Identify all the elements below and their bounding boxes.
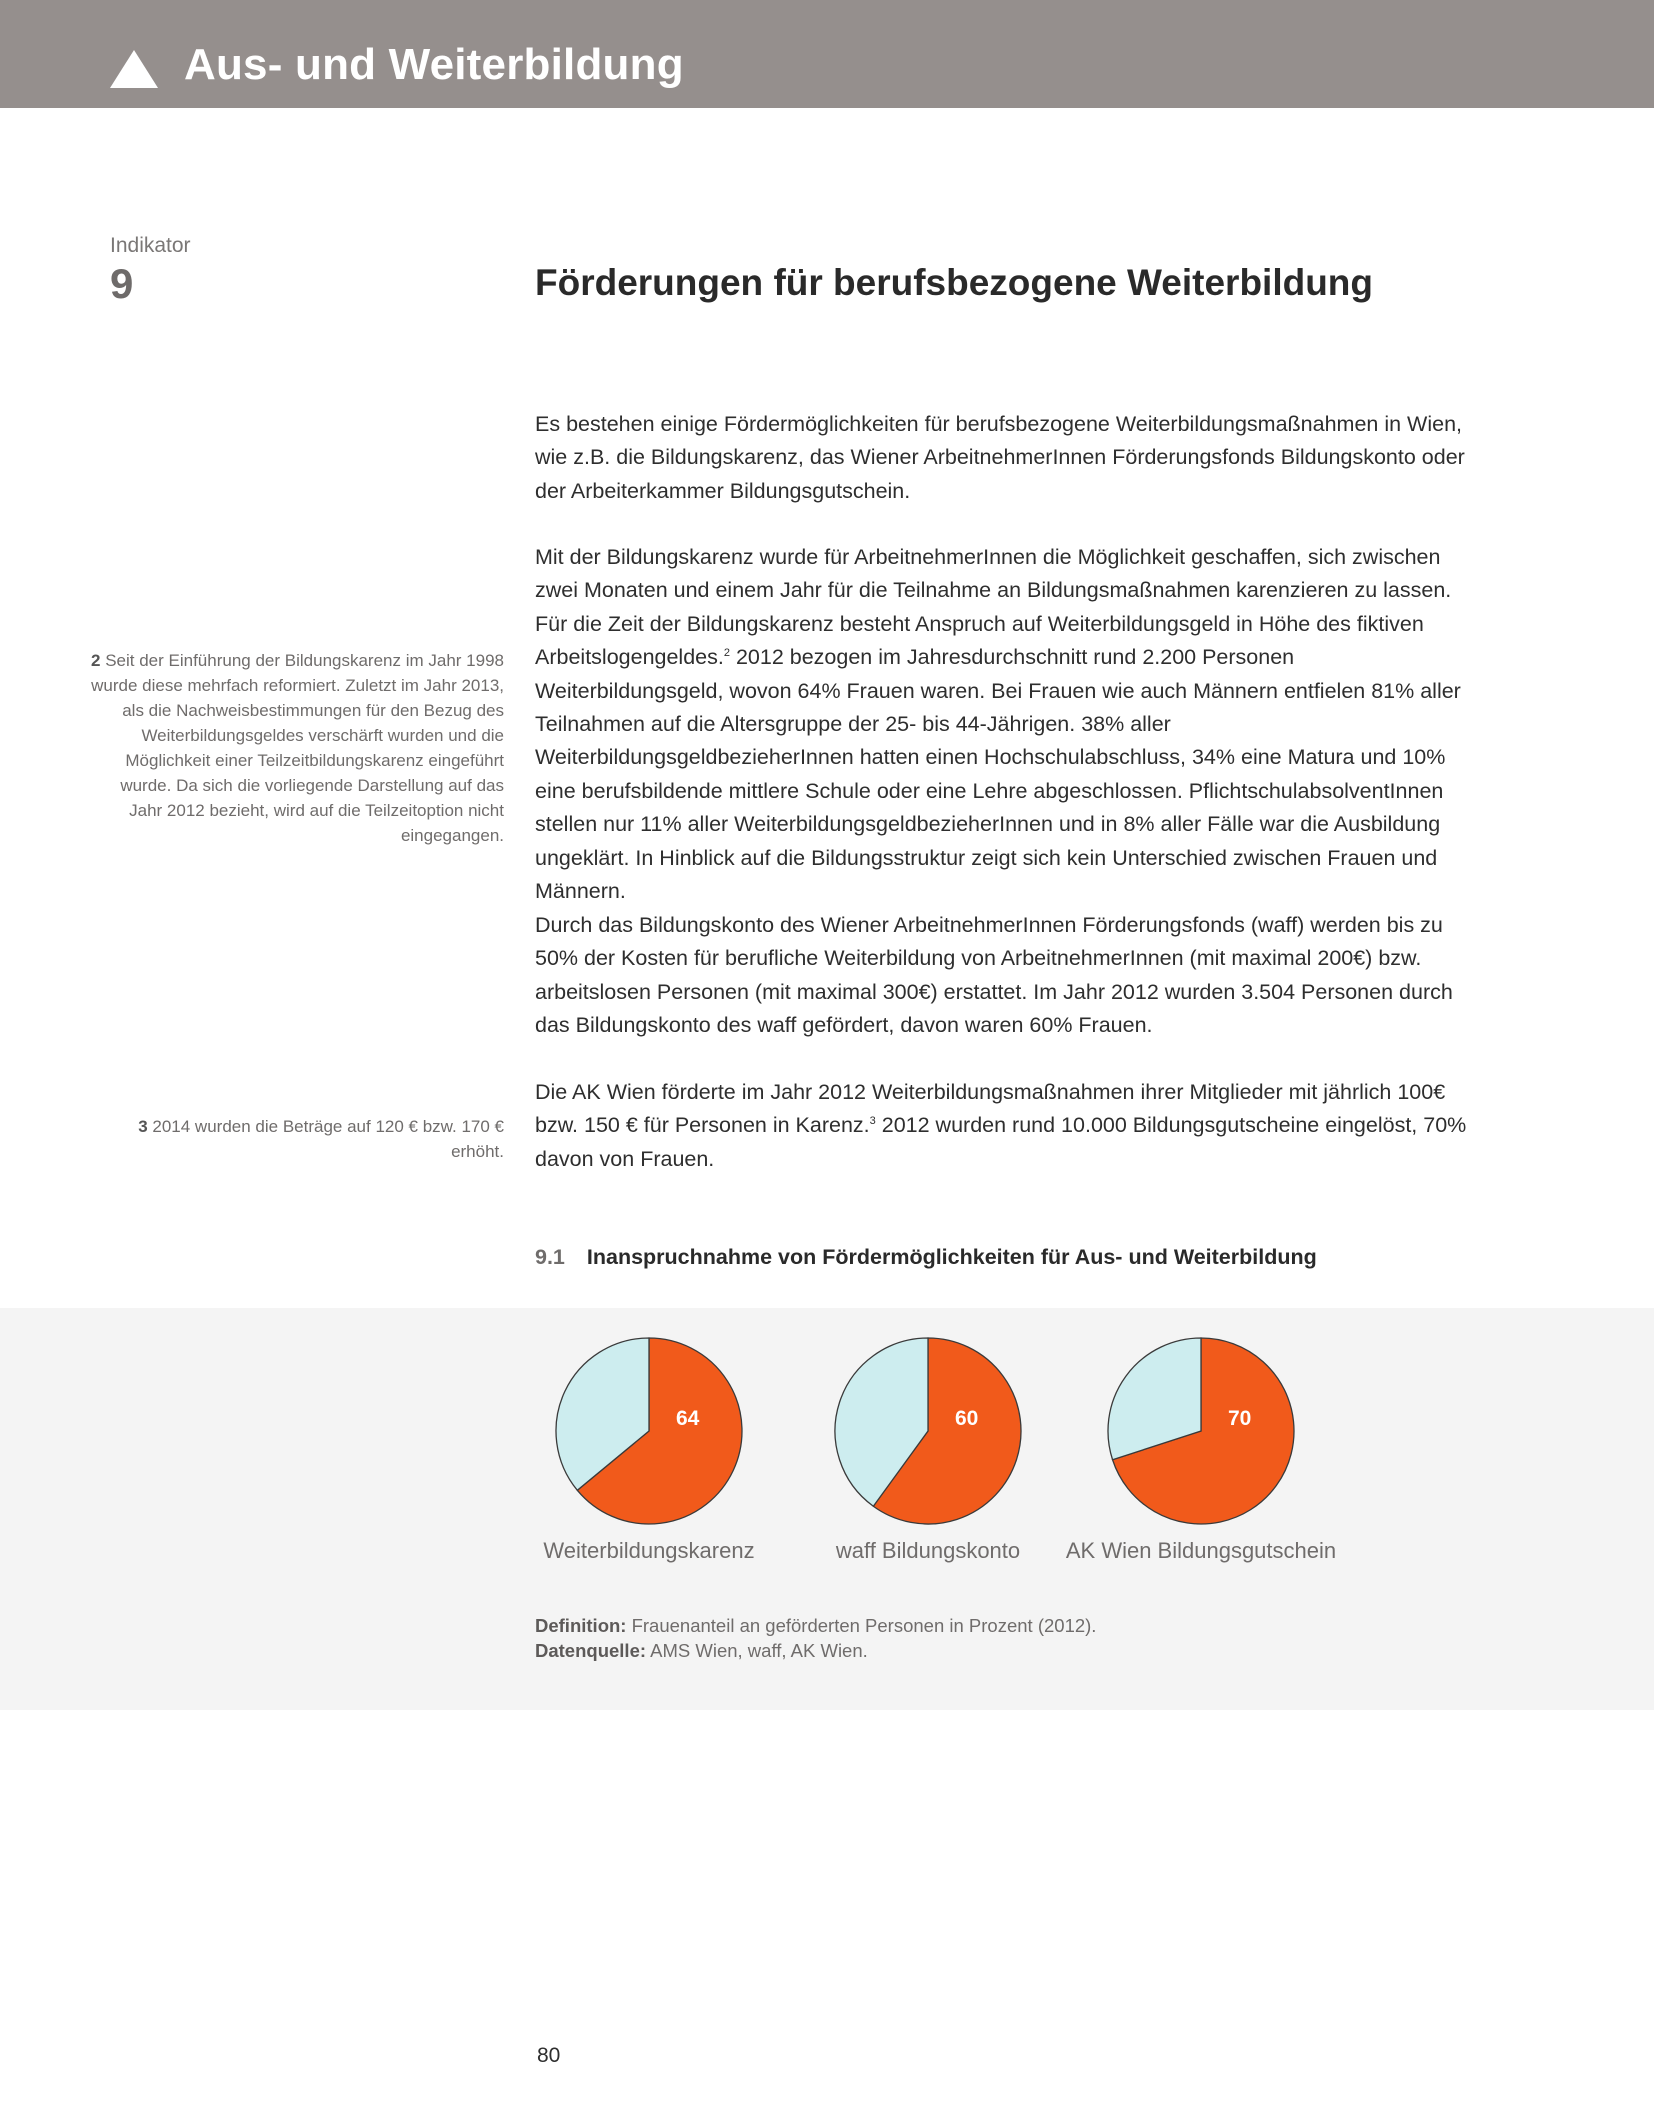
- paragraph-4-text-b: 2012 wurden rund 10.000 Bildungsgutscheine eingelöst, 70% davon von Frauen.: [535, 1113, 1467, 1171]
- pie-label-waff-bildungskonto: waff Bildungskonto: [835, 1538, 1021, 1563]
- pie-value-label-ak-wien-bildungsgutschein: 70: [1228, 1407, 1252, 1430]
- indicator-label: Indikator: [110, 234, 191, 257]
- footnote-3-number: 3: [138, 1117, 148, 1136]
- footnote-ref-2: 2: [723, 647, 730, 660]
- footnote-2-text: Seit der Einführung der Bildungskarenz im Jahr 1998 wurde diese mehrfach reformiert. Zuletzt im Jahr 2013, als die Nachweisbestimmungen für den Bezug des Weiterbildungsgeldes verschärft wurden und die Möglichkeit einer Teilzeitbildungskarenz eingeführt wurde. Da sich die vorliegende Darstellung auf das Jahr 2012 bezieht, wird auf die Teilzeitoption nicht eingegangen.: [91, 651, 504, 845]
- pie-value-label-waff-bildungskonto: 60: [955, 1407, 979, 1430]
- chart-definition: [535, 1615, 1096, 1637]
- chart-source: [535, 1640, 868, 1662]
- indicator-number: 9: [110, 260, 134, 307]
- pie-label-weiterbildungskarenz: Weiterbildungskarenz: [543, 1538, 755, 1563]
- footnote-ref-3: 3: [869, 1115, 876, 1128]
- definition-text: Frauenanteil an geförderten Personen in Prozent (2012).: [626, 1615, 1097, 1636]
- page-title: Förderungen für berufsbezogene Weiterbildung: [535, 262, 1374, 303]
- footnote-2-number: 2: [91, 651, 101, 670]
- source-text: AMS Wien, waff, AK Wien.: [646, 1640, 868, 1661]
- chart-title: Inanspruchnahme von Fördermöglichkeiten für Aus- und Weiterbildung: [586, 1245, 1317, 1269]
- paragraph-4-text-a: Die AK Wien förderte im Jahr 2012 Weiterbildungsmaßnahmen ihrer Mitglieder mit jährlich 100€ bzw. 150 € für Personen in Karenz.: [535, 1080, 1446, 1138]
- definition-label: Definition:: [535, 1615, 627, 1636]
- paragraph-2-text-a: Mit der Bildungskarenz wurde für ArbeitnehmerInnen die Möglichkeit geschaffen, sich zwischen zwei Monaten und einem Jahr für die Teilnahme an Bildungsmaßnahmen karenzieren zu lassen. Für die Zeit der Bildungskarenz besteht Anspruch auf Weiterbildungsgeld in Höhe des fiktiven Arbeitslogengeldes.: [535, 545, 1452, 670]
- chapter-title: Aus- und Weiterbildung: [184, 40, 684, 89]
- source-label: Datenquelle:: [535, 1640, 647, 1661]
- footnote-3-text: 2014 wurden die Beträge auf 120 € bzw. 170 € erhöht.: [147, 1117, 504, 1161]
- page-number: 80: [537, 2044, 561, 2067]
- pie-label-ak-wien-bildungsgutschein: AK Wien Bildungsgutschein: [1065, 1538, 1337, 1563]
- chart-number: 9.1: [535, 1245, 565, 1269]
- paragraph-3-text: Durch das Bildungskonto des Wiener ArbeitnehmerInnen Förderungsfonds (waff) werden bis zu 50% der Kosten für berufliche Weiterbildung von ArbeitnehmerInnen (mit maximal 200€) bzw. arbeitslosen Personen (mit maximal 300€) erstattet. Im Jahr 2012 wurden 3.504 Personen durch das Bildungskonto des waff gefördert, davon waren 60% Frauen.: [535, 913, 1453, 1038]
- paragraph-1-text: Es bestehen einige Fördermöglichkeiten für berufsbezogene Weiterbildungsmaßnahmen in Wien, wie z.B. die Bildungskarenz, das Wiener ArbeitnehmerInnen Förderungsfonds Bildungskonto oder der Arbeiterkammer Bildungsgutschein.: [535, 412, 1465, 503]
- paragraph-2-text-b: 2012 bezogen im Jahresdurchschnitt rund 2.200 Personen Weiterbildungsgeld, wovon 64% Frauen waren. Bei Frauen wie auch Männern entfielen 81% aller Teilnahmen auf die Altersgruppe der 25- bis 44-Jährigen. 38% aller WeiterbildungsgeldbezieherInnen hatten einen Hochschulabschluss, 34% eine Matura und 10% eine berufsbildende mittlere Schule oder eine Lehre abgeschlossen. PflichtschulabsolventInnen stellen nur 11% aller WeiterbildungsgeldbezieherInnen und in 8% aller Fälle war die Ausbildung ungeklärt. In Hinblick auf die Bildungsstruktur zeigt sich kein Unterschied zwischen Frauen und Männern.: [535, 645, 1461, 904]
- pie-value-label-weiterbildungskarenz: 64: [676, 1407, 700, 1430]
